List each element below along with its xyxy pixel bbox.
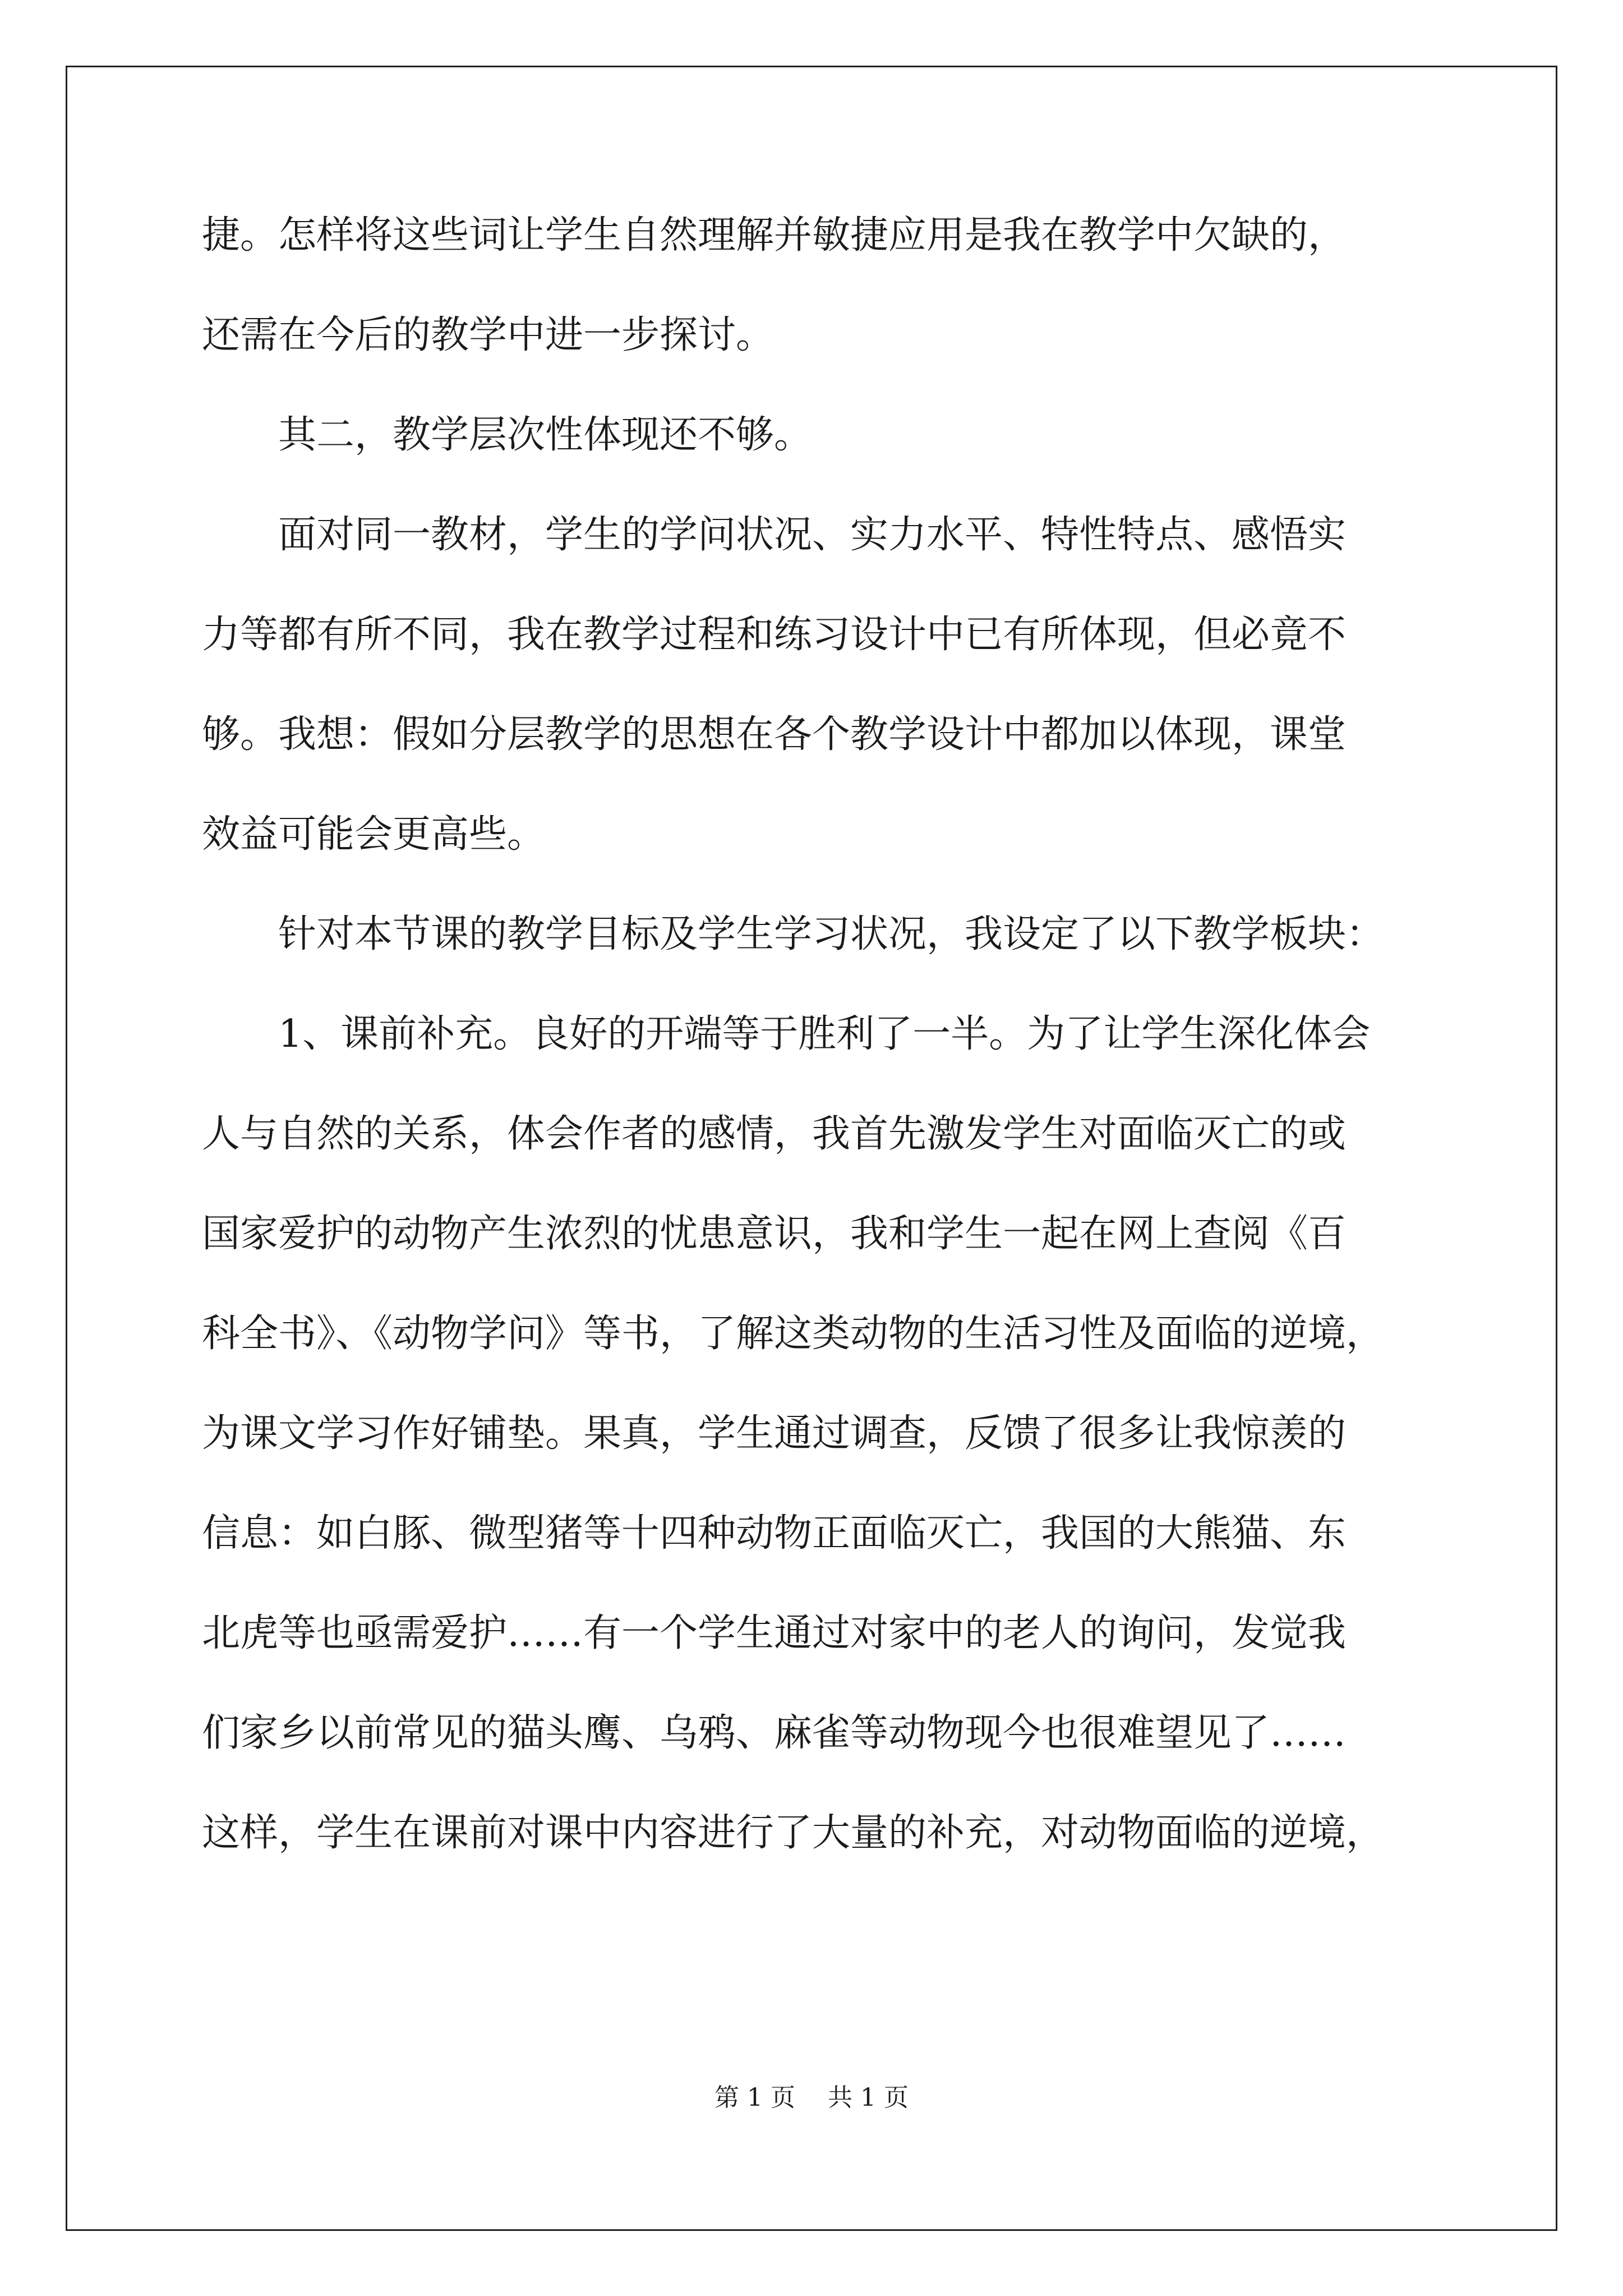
- text-line: 国家爱护的动物产生浓烈的忧患意识，我和学生一起在网上查阅《百: [202, 1212, 1347, 1256]
- text-line: 人与自然的关系，体会作者的感情，我首先激发学生对面临灭亡的或: [202, 1112, 1347, 1156]
- text-line: 为课文学习作好铺垫。果真，学生通过调查，反馈了很多让我惊羡的: [202, 1411, 1347, 1456]
- text-line: 科全书》、《动物学问》等书，了解这类动物的生活习性及面临的逆境，: [202, 1312, 1385, 1356]
- text-line: 还需在今后的教学中进一步探讨。: [202, 313, 774, 357]
- text-line: 信息：如白豚、微型猪等十四种动物正面临灭亡，我国的大熊猫、东: [202, 1511, 1347, 1556]
- text-line: 捷。怎样将这些词让学生自然理解并敏捷应用是我在教学中欠缺的，: [202, 213, 1347, 257]
- text-line: 们家乡以前常见的猫头鹰、乌鸦、麻雀等动物现今也很难望见了……: [202, 1711, 1347, 1755]
- text-line: 其二，教学层次性体现还不够。: [202, 413, 813, 457]
- text-line: 1、课前补充。良好的开端等于胜利了一半。为了让学生深化体会: [202, 1012, 1371, 1056]
- text-line: 北虎等也亟需爱护……有一个学生通过对家中的老人的询问，发觉我: [202, 1611, 1347, 1655]
- page-number-footer: 第 1 页 共 1 页: [714, 2083, 909, 2112]
- text-line: 力等都有所不同，我在教学过程和练习设计中已有所体现，但必竟不: [202, 613, 1347, 657]
- text-line: 面对同一教材，学生的学问状况、实力水平、特性特点、感悟实: [202, 513, 1347, 557]
- text-line: 针对本节课的教学目标及学生学习状况，我设定了以下教学板块：: [202, 912, 1385, 956]
- text-line: 这样，学生在课前对课中内容进行了大量的补充，对动物面临的逆境，: [202, 1811, 1385, 1855]
- text-line: 够。我想：假如分层教学的思想在各个教学设计中都加以体现，课堂: [202, 712, 1347, 757]
- text-line: 效益可能会更高些。: [202, 812, 546, 857]
